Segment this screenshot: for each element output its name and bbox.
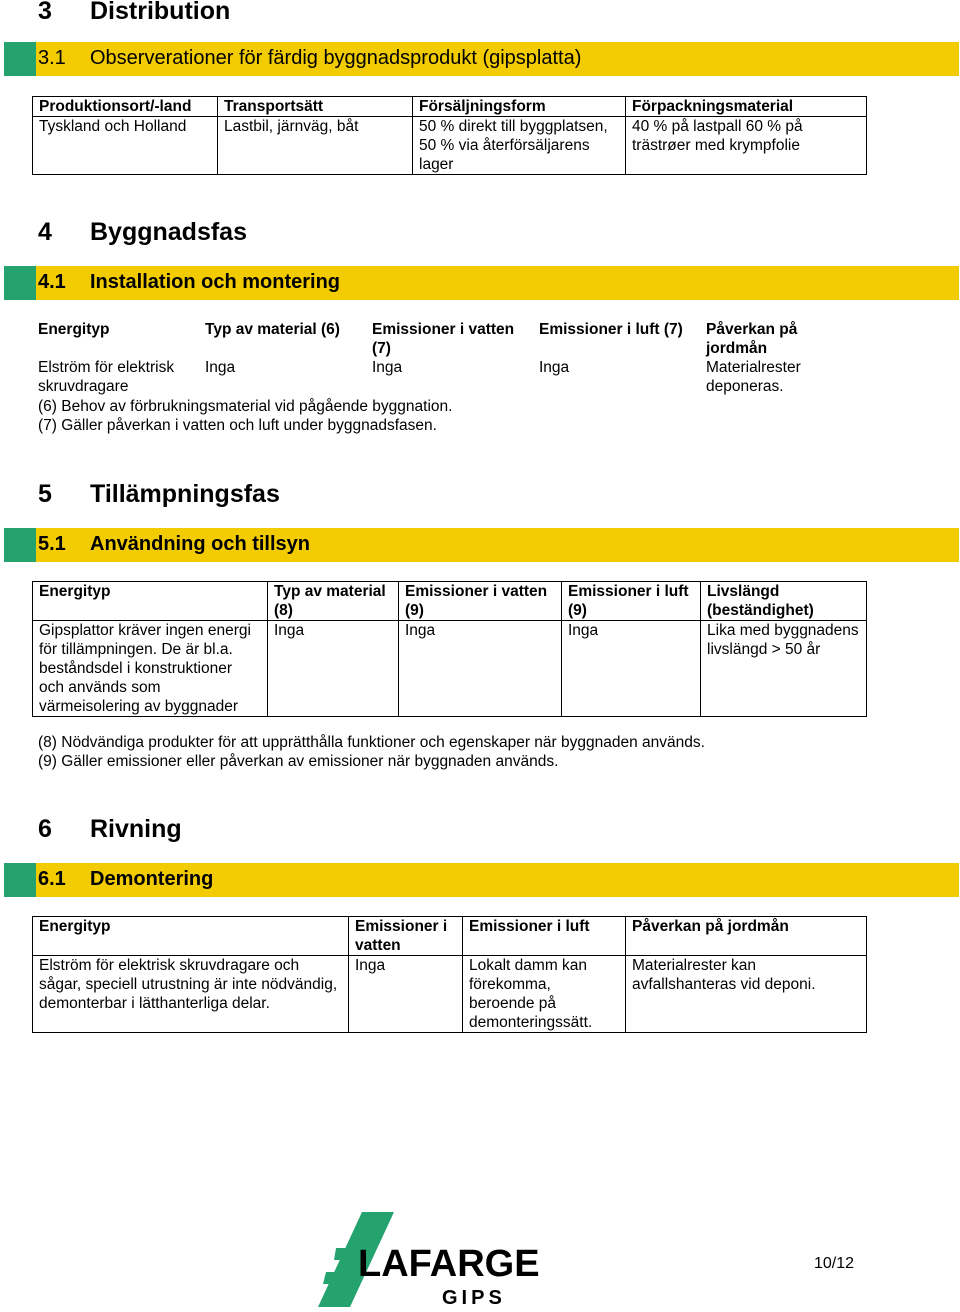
cell: Tyskland och Holland (33, 117, 218, 175)
cell: Elström för elektrisk skruvdragare (38, 359, 175, 395)
logo-subtitle: GIPS (442, 1287, 506, 1307)
lafarge-gips-logo (318, 1212, 588, 1307)
col-header: Emissioner i luft (463, 917, 626, 956)
col-header: Emissioner i vatten (7) (372, 321, 515, 357)
green-marker (4, 863, 36, 897)
logo-wordmark: LAFARGE (358, 1243, 540, 1285)
cell: Inga (399, 621, 562, 717)
green-marker (4, 266, 36, 300)
cell: Inga (349, 956, 463, 1033)
col-header: Energityp (38, 321, 110, 338)
col-header: Emissioner i vatten (9) (399, 582, 562, 621)
heading-6: 6 Rivning (38, 815, 182, 843)
cell: Materialrester deponeras. (706, 359, 801, 395)
col-header: Emissioner i luft (9) (562, 582, 701, 621)
col-header: Försäljningsform (413, 97, 626, 117)
cell: Inga (372, 359, 403, 376)
cell: Elström för elektrisk skruvdragare och sågar, speciell utrustning är inte nödvändig, demonterbar i lätthanterliga delar. (33, 956, 349, 1033)
cell: Inga (205, 359, 236, 376)
footnote: (7) Gäller påverkan i vatten och luft under byggnadsfasen. (38, 417, 437, 434)
cell: Inga (268, 621, 399, 717)
cell: 50 % direkt till byggplatsen, 50 % via återförsäljarens lager (413, 117, 626, 175)
cell: Inga (539, 359, 570, 376)
col-header: Förpackningsmaterial (626, 97, 867, 117)
col-header: Emissioner i vatten (349, 917, 463, 956)
col-header: Energityp (33, 582, 268, 621)
cell: Lika med byggnadens livslängd > 50 år (701, 621, 867, 717)
heading-3: 3 Distribution (38, 0, 231, 25)
application-table (32, 581, 867, 717)
subheading-6-1: 6.1 Demontering (4, 863, 959, 897)
subheading-5-1: 5.1 Användning och tillsyn (4, 528, 959, 562)
heading-5: 5 Tillämpningsfas (38, 480, 280, 508)
col-header: Påverkan på jordmån (626, 917, 867, 956)
installation-table (32, 320, 862, 396)
green-marker (4, 42, 36, 76)
footnote: (9) Gäller emissioner eller påverkan av emissioner när byggnaden används. (38, 753, 559, 770)
subheading-3-1: 3.1 Observerationer för färdig byggnadsprodukt (gipsplatta) (4, 42, 959, 76)
col-header: Produktionsort/-land (33, 97, 218, 117)
page-number: 10/12 (814, 1255, 855, 1272)
footnote: (6) Behov av förbrukningsmaterial vid pågående byggnation. (38, 398, 453, 415)
cell: Inga (562, 621, 701, 717)
heading-4: 4 Byggnadsfas (38, 218, 247, 246)
col-header: Transportsätt (218, 97, 413, 117)
distribution-table (32, 96, 867, 175)
col-header: Typ av material (6) (205, 321, 340, 338)
footnote: (8) Nödvändiga produkter för att upprätthålla funktioner och egenskaper när byggnaden används. (38, 734, 705, 751)
subheading-4-1: 4.1 Installation och montering (4, 266, 959, 300)
cell: Lokalt damm kan förekomma, beroende på demonteringssätt. (463, 956, 626, 1033)
col-header: Livslängd (beständighet) (701, 582, 867, 621)
cell: 40 % på lastpall 60 % på trästrøer med krympfolie (626, 117, 867, 175)
col-header: Energityp (33, 917, 349, 956)
col-header: Emissioner i luft (7) (539, 321, 683, 338)
cell: Materialrester kan avfallshanteras vid deponi. (626, 956, 867, 1033)
col-header: Påverkan på jordmån (706, 321, 798, 357)
green-marker (4, 528, 36, 562)
col-header: Typ av material (8) (268, 582, 399, 621)
cell: Lastbil, järnväg, båt (218, 117, 413, 175)
logo-mark (318, 1212, 588, 1307)
demolition-table (32, 916, 867, 1033)
cell: Gipsplattor kräver ingen energi för tillämpningen. De är bl.a. beståndsdel i konstruktioner och används som värmeisolering av byggnader (33, 621, 268, 717)
